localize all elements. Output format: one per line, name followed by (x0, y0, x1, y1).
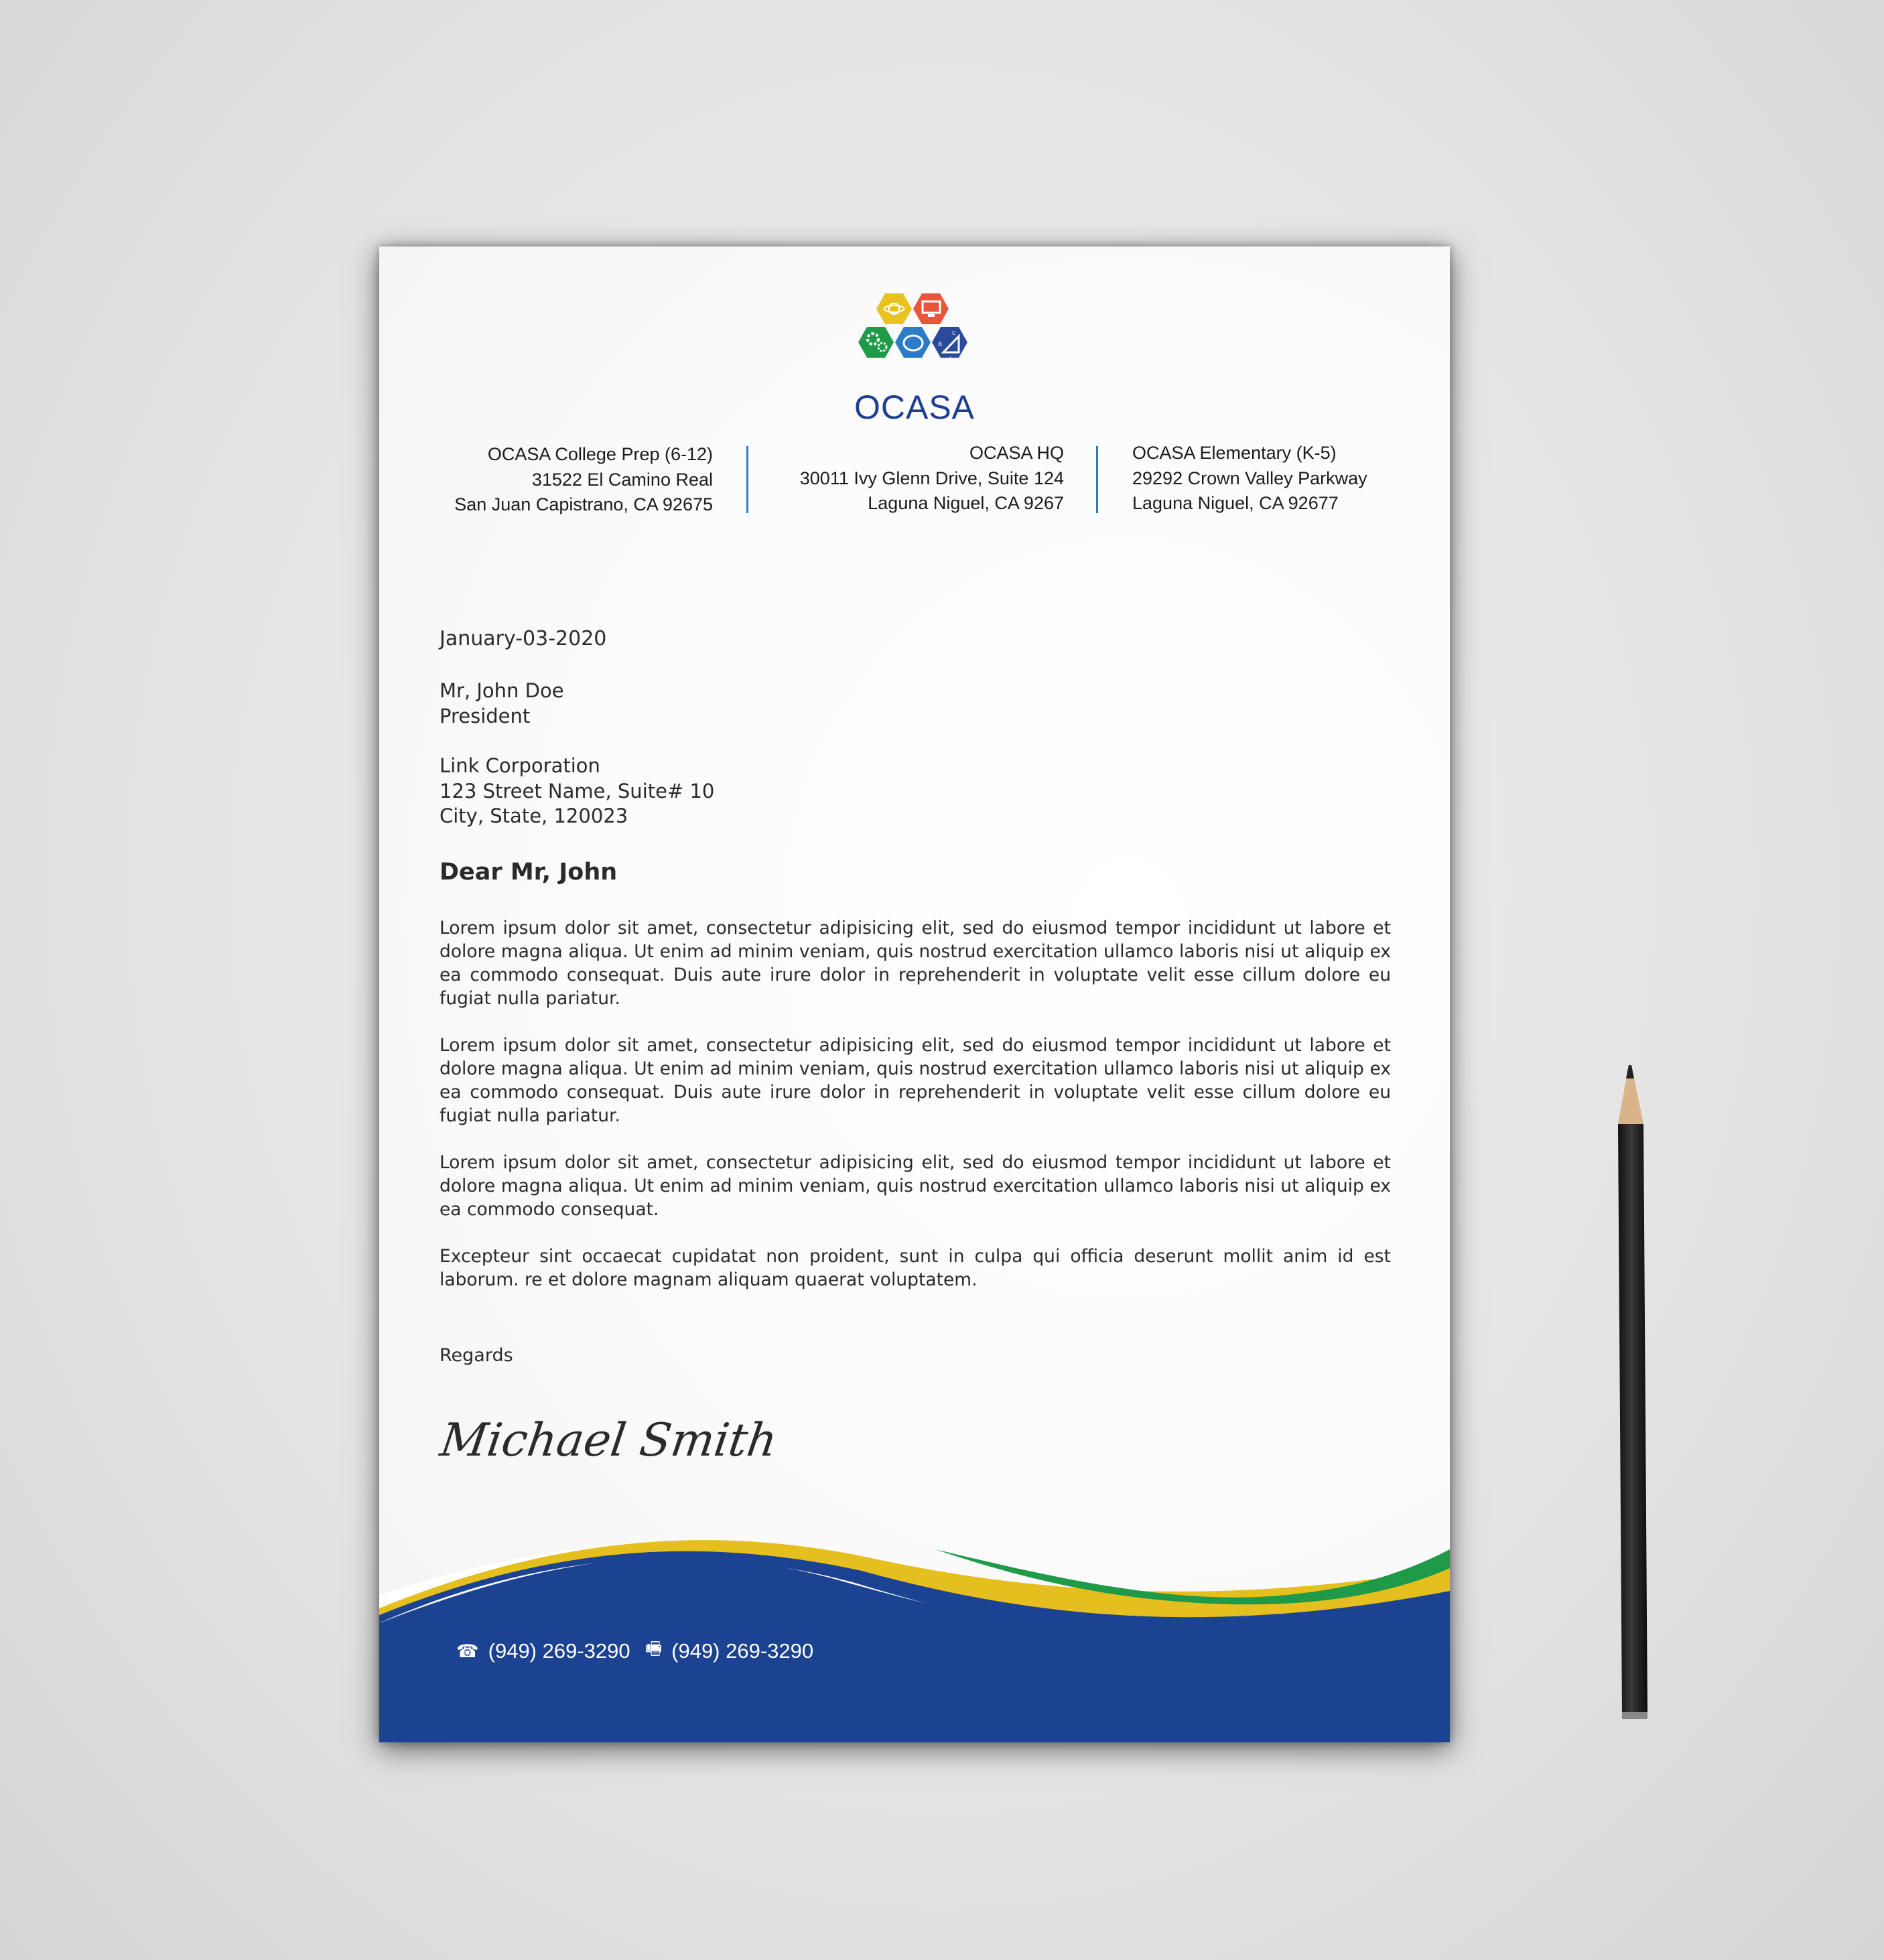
phone-number: (949) 269-3290 (488, 1639, 630, 1663)
fax-number: (949) 269-3290 (671, 1639, 814, 1663)
recipient-company: Link Corporation (440, 754, 600, 777)
address-line2: Laguna Niguel, CA 92677 (1132, 493, 1339, 513)
recipient-city: City, State, 120023 (440, 804, 628, 827)
recipient-name: Mr, John Doe (440, 679, 564, 702)
pencil-icon (1617, 1065, 1650, 1722)
closing: Regards (440, 1345, 513, 1366)
svg-text:a: a (938, 340, 943, 348)
letterhead-paper (379, 247, 1450, 1742)
address-hq (800, 441, 1064, 516)
address-name: OCASA College Prep (6-12) (487, 444, 713, 464)
address-line1: 29292 Crown Valley Parkway (1132, 468, 1367, 488)
body-paragraph: Excepteur sint occaecat cupidatat non proident, sunt in culpa qui officia deserunt mollit anim id est laborum. re et dolore magnam aliquam quaerat voluptatem. (440, 1246, 1391, 1290)
address-name: OCASA Elementary (K-5) (1132, 443, 1337, 463)
svg-text:c: c (952, 330, 956, 337)
address-divider (1096, 446, 1098, 513)
svg-text:b: b (949, 356, 954, 364)
body-paragraph: Lorem ipsum dolor sit amet, consectetur adipisicing elit, sed do eiusmod tempor incididunt ut labore et dolore magna aliqua. Ut enim ad minim veniam, quis nostrud exercitation ullamco laboris nisi ut aliquip ex ea commodo consequat. (440, 1152, 1391, 1220)
recipient-block (440, 679, 1391, 729)
letter-date: January-03-2020 (440, 627, 607, 650)
signature (437, 1402, 781, 1476)
address-line2: Laguna Niguel, CA 9267 (868, 493, 1064, 513)
address-college-prep (454, 442, 713, 518)
greeting: Dear Mr, John (440, 859, 618, 886)
svg-text:Michael Smith: Michael Smith (437, 1414, 781, 1467)
address-line2: San Juan Capistrano, CA 92675 (454, 494, 713, 514)
recipient-street: 123 Street Name, Suite# 10 (440, 779, 715, 802)
recipient-address (440, 754, 1391, 829)
footer-contact (456, 1636, 813, 1667)
ocasa-logo-icon (839, 292, 1000, 379)
recipient-title: President (440, 704, 531, 727)
address-divider (746, 446, 748, 513)
logo-wordmark: OCASA (854, 389, 975, 426)
fax-icon: 🖷 (645, 1638, 663, 1659)
phone-icon: ☎ (456, 1640, 479, 1661)
body-paragraph: Lorem ipsum dolor sit amet, consectetur adipisicing elit, sed do eiusmod tempor incididunt ut labore et dolore magna aliqua. Ut enim ad minim veniam, quis nostrud exercitation ullamco laboris nisi ut aliquip ex ea commodo consequat. Duis aute irure dolor in reprehenderit in voluptate velit esse cillum dolore eu fugiat nulla pariatur. (440, 918, 1391, 1009)
address-line1: 31522 El Camino Real (531, 469, 713, 490)
body-paragraph: Lorem ipsum dolor sit amet, consectetur adipisicing elit, sed do eiusmod tempor incididunt ut labore et dolore magna aliqua. Ut enim ad minim veniam, quis nostrud exercitation ullamco laboris nisi ut aliquip ex ea commodo consequat. Duis aute irure dolor in reprehenderit in voluptate velit esse cillum dolore eu fugiat nulla pariatur. (440, 1035, 1391, 1126)
address-elementary (1132, 441, 1367, 516)
address-name: OCASA HQ (969, 443, 1064, 463)
address-line1: 30011 Ivy Glenn Drive, Suite 124 (799, 468, 1064, 488)
